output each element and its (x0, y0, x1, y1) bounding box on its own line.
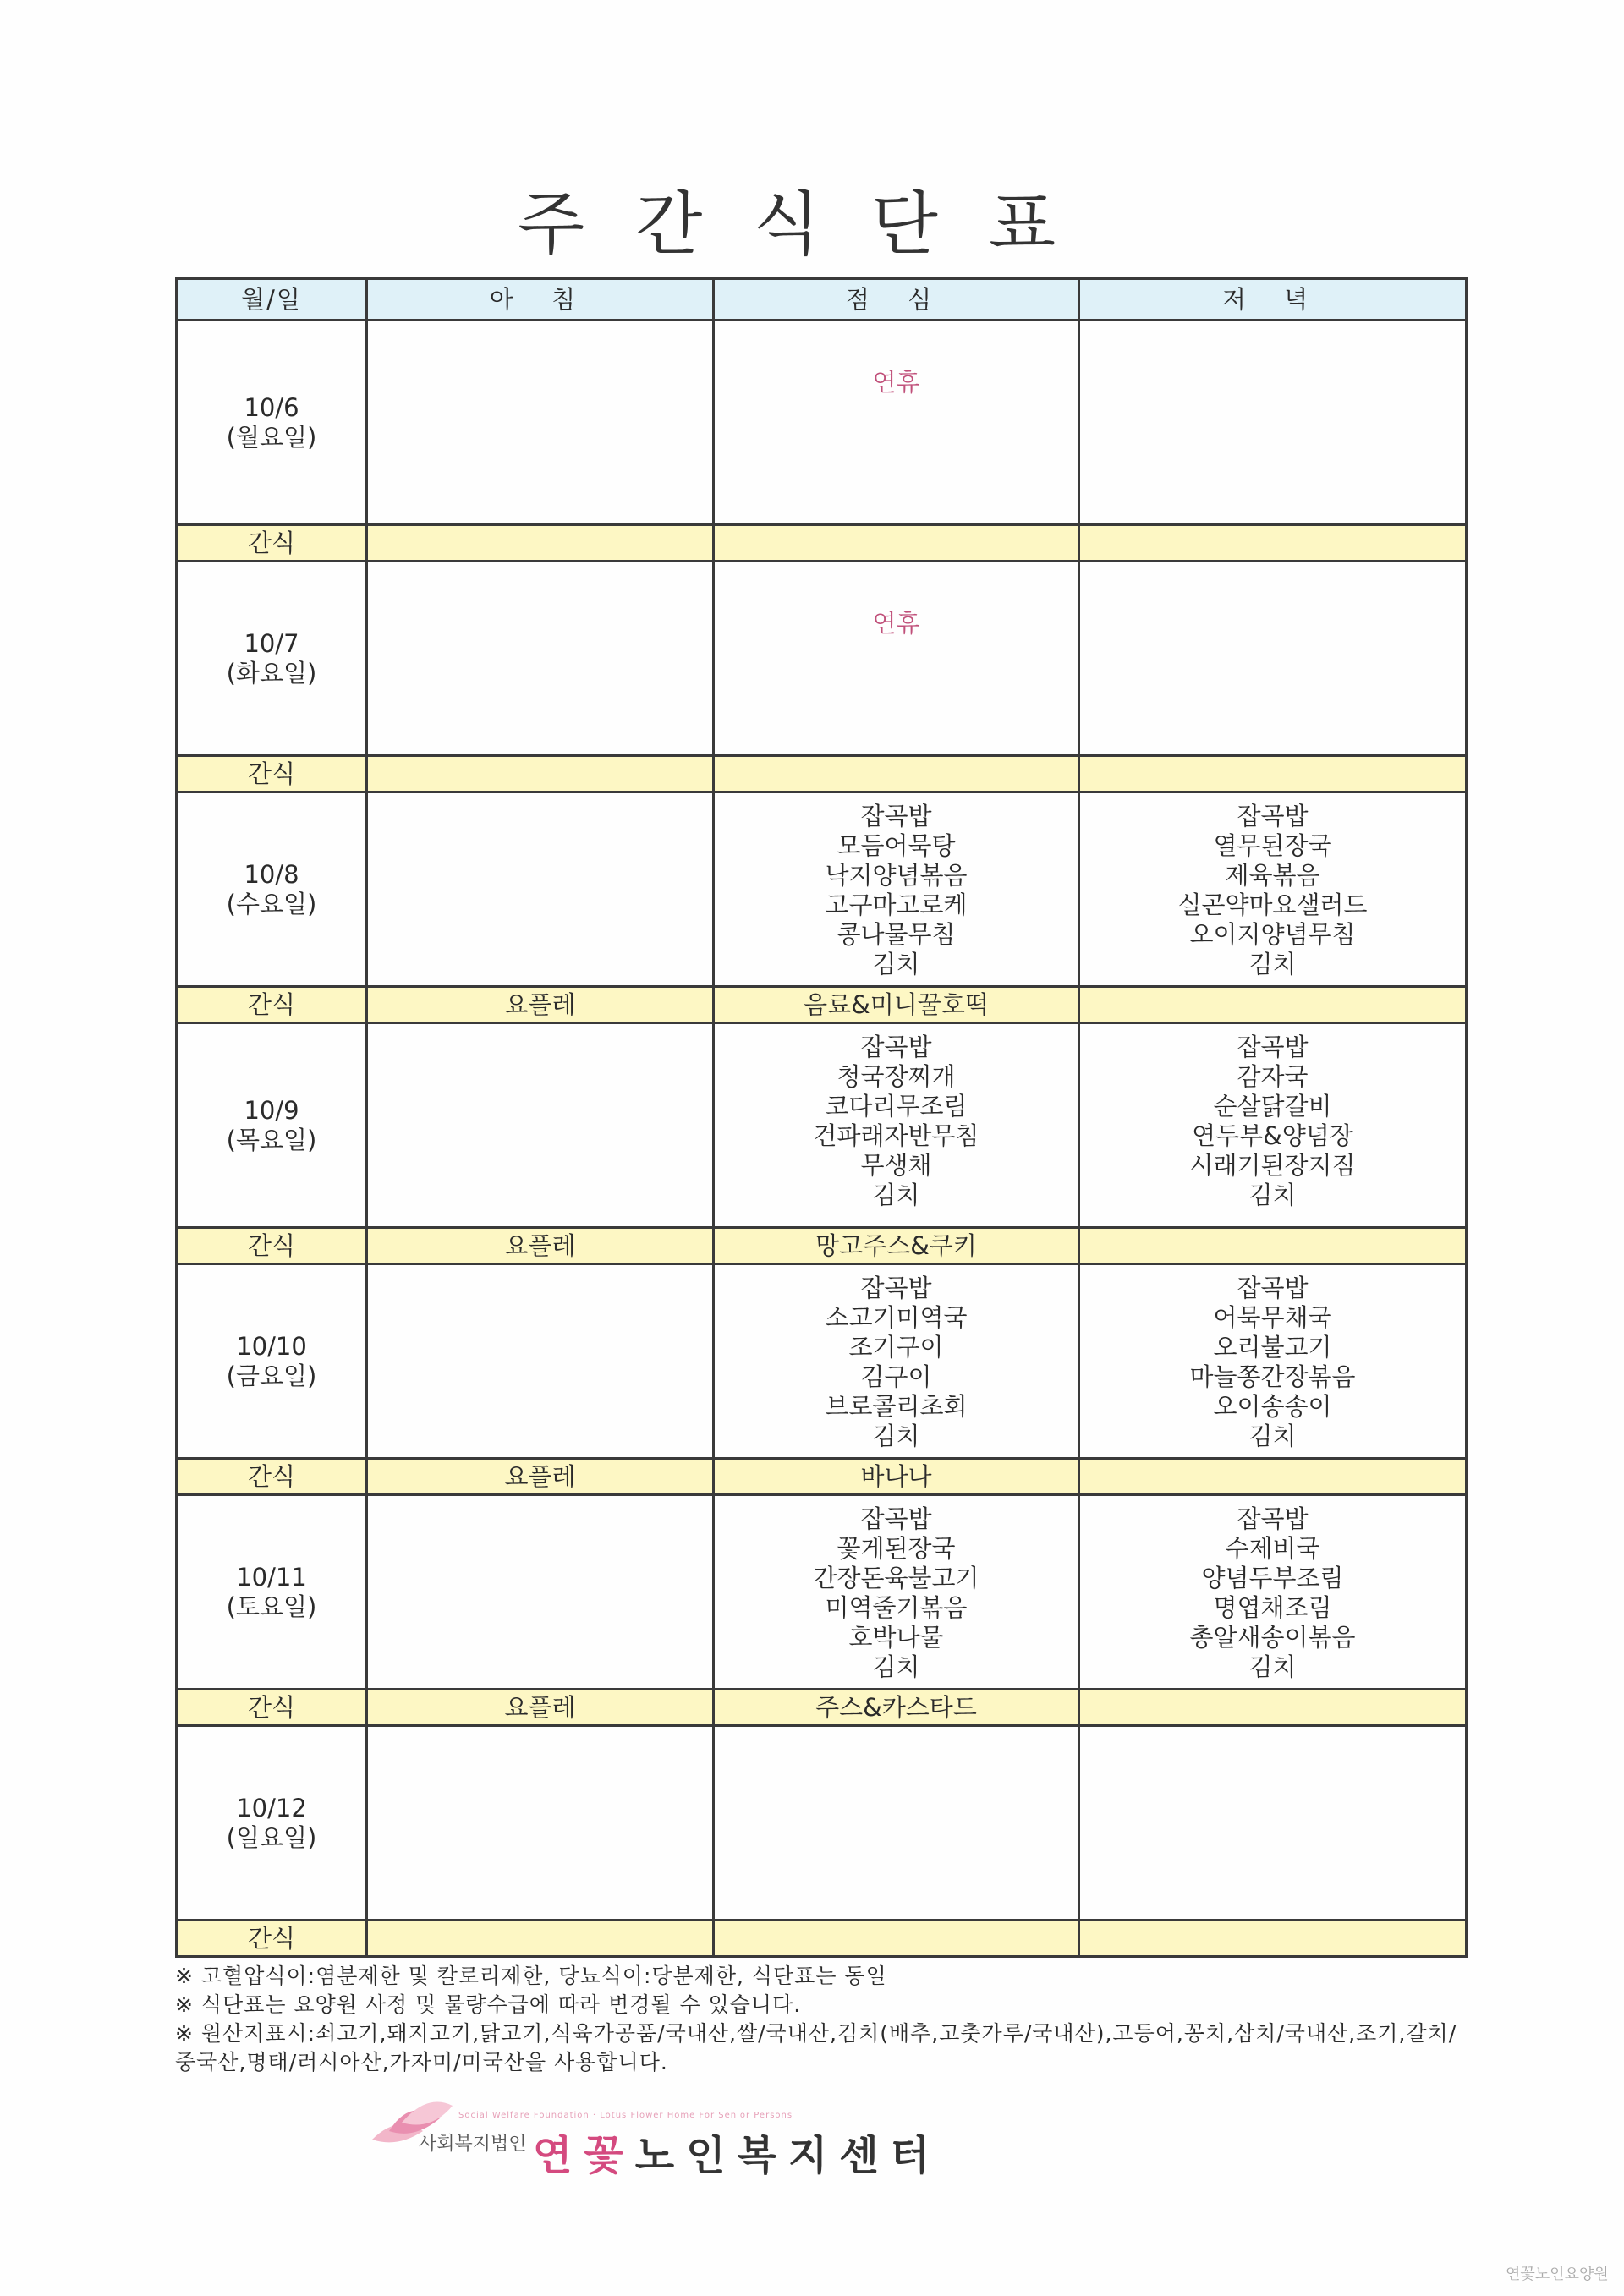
header-dinner: 저 녁 (1079, 279, 1467, 321)
menu-item: 소고기미역국 (825, 1303, 968, 1332)
menu-item: 수제비국 (1225, 1534, 1320, 1563)
snack-breakfast: 요플레 (367, 1228, 714, 1264)
snack-row (177, 756, 1467, 792)
snack-dinner (1079, 1228, 1467, 1264)
lunch-cell (714, 321, 1079, 525)
menu-item: 김구이 (860, 1362, 932, 1391)
snack-dinner (1079, 1921, 1467, 1957)
menu-item: 무생채 (860, 1151, 932, 1180)
breakfast-cell (367, 1023, 714, 1228)
snack-row (177, 1459, 1467, 1495)
snack-label: 간식 (177, 756, 367, 792)
menu-item: 김치 (872, 1652, 920, 1681)
day-cell (177, 792, 367, 987)
menu-item: 잡곡밥 (860, 802, 932, 830)
snack-label: 간식 (177, 525, 367, 562)
menu-item: 꽃게된장국 (837, 1534, 956, 1563)
snack-row (177, 525, 1467, 562)
menu-item: 브로콜리초회 (825, 1392, 968, 1421)
center-name (533, 2123, 941, 2181)
breakfast-cell (367, 1495, 714, 1690)
menu-item: 김치 (1248, 1652, 1297, 1681)
menu-item: 오이지양념무침 (1189, 920, 1356, 949)
menu-item: 호박나물 (848, 1623, 944, 1652)
footer-logo (364, 2080, 1125, 2182)
day-cell (177, 562, 367, 756)
notes (175, 1962, 1469, 2077)
menu-item: 김치 (1248, 1422, 1297, 1450)
day-cell (177, 1264, 367, 1459)
header-lunch: 점 심 (714, 279, 1079, 321)
holiday-label: 연휴 (872, 368, 920, 397)
dinner-cell (1079, 321, 1467, 525)
snack-lunch: 바나나 (714, 1459, 1079, 1495)
snack-label: 간식 (177, 1228, 367, 1264)
lunch-cell (714, 1264, 1079, 1459)
dinner-cell (1079, 1264, 1467, 1459)
snack-label: 간식 (177, 987, 367, 1023)
menu-item: 김치 (872, 1181, 920, 1209)
note-line: ※ 고혈압식이:염분제한 및 칼로리제한, 당뇨식이:당분제한, 식단표는 동일 (175, 1964, 887, 1988)
dinner-cell (1079, 1023, 1467, 1228)
date-label: 10/8 (244, 859, 299, 889)
menu-item: 코다리무조림 (825, 1092, 968, 1121)
dinner-cell (1079, 1495, 1467, 1690)
menu-item: 잡곡밥 (1237, 1504, 1309, 1533)
lunch-cell (714, 1023, 1079, 1228)
snack-lunch (714, 1921, 1079, 1957)
day-row (177, 321, 1467, 525)
menu-item: 시래기된장지짐 (1189, 1151, 1356, 1180)
lunch-cell (714, 1495, 1079, 1690)
day-row (177, 1023, 1467, 1228)
menu-item: 오이송송이 (1213, 1392, 1332, 1421)
breakfast-cell (367, 1264, 714, 1459)
header-day: 월/일 (177, 279, 367, 321)
corporation-type: 사회복지법인 (419, 2134, 527, 2155)
breakfast-cell (367, 321, 714, 525)
snack-row (177, 1921, 1467, 1957)
snack-label: 간식 (177, 1921, 367, 1957)
snack-breakfast (367, 525, 714, 562)
menu-item: 어묵무채국 (1213, 1303, 1332, 1332)
snack-breakfast (367, 756, 714, 792)
center-name-rest: 노인복지센터 (634, 2132, 941, 2179)
dinner-cell (1079, 562, 1467, 756)
menu-item: 감자국 (1237, 1062, 1309, 1091)
snack-breakfast: 요플레 (367, 1690, 714, 1726)
weekday-label: (목요일) (226, 1125, 317, 1154)
menu-item: 김치 (872, 1422, 920, 1450)
date-label: 10/12 (236, 1793, 307, 1822)
foundation-english-name: Social Welfare Foundation · Lotus Flower Home For Senior Persons (458, 2111, 793, 2120)
menu-item: 건파래자반무침 (813, 1121, 979, 1150)
snack-dinner (1079, 987, 1467, 1023)
menu-item: 미역줄기볶음 (825, 1593, 968, 1622)
weekday-label: (수요일) (226, 889, 317, 918)
day-cell (177, 1023, 367, 1228)
day-row (177, 792, 1467, 987)
breakfast-cell (367, 562, 714, 756)
snack-dinner (1079, 756, 1467, 792)
menu-item: 순살닭갈비 (1213, 1092, 1332, 1121)
weekday-label: (화요일) (226, 658, 317, 688)
menu-item: 고구마고로케 (825, 890, 968, 919)
menu-item: 실곤약마요샐러드 (1177, 890, 1368, 919)
menu-item: 오리불고기 (1213, 1333, 1332, 1362)
day-cell (177, 321, 367, 525)
date-label: 10/6 (244, 392, 299, 422)
menu-item: 양념두부조림 (1201, 1564, 1344, 1592)
breakfast-cell (367, 1726, 714, 1921)
snack-lunch (714, 756, 1079, 792)
lunch-cell (714, 562, 1079, 756)
menu-item: 콩나물무침 (837, 920, 956, 949)
lunch-cell (714, 1726, 1079, 1921)
menu-item: 잡곡밥 (1237, 1274, 1309, 1302)
menu-item: 잡곡밥 (1237, 1033, 1309, 1061)
day-row (177, 1726, 1467, 1921)
note-line: ※ 원산지표시:쇠고기,돼지고기,닭고기,식육가공품/국내산,쌀/국내산,김치(배추,고춧가루/국내산),고등어,꽁치,삼치/국내산,조기,갈치/중국산,명태/러시아산,가자미/미국산을 사용합니다. (175, 2021, 1457, 2074)
weekday-label: (일요일) (226, 1822, 317, 1852)
menu-item: 마늘쫑간장볶음 (1189, 1362, 1356, 1391)
weekday-label: (월요일) (226, 422, 317, 452)
corner-logo: 연꽃노인요양원 (1506, 2266, 1609, 2283)
menu-item: 조기구이 (848, 1333, 944, 1362)
menu-item: 열무된장국 (1213, 831, 1332, 860)
snack-breakfast: 요플레 (367, 1459, 714, 1495)
date-label: 10/9 (244, 1095, 299, 1125)
snack-dinner (1079, 1690, 1467, 1726)
snack-label: 간식 (177, 1459, 367, 1495)
page-title: 주간식단표 (517, 184, 1107, 265)
date-label: 10/10 (236, 1331, 307, 1361)
breakfast-cell (367, 792, 714, 987)
snack-row (177, 1228, 1467, 1264)
day-cell (177, 1726, 367, 1921)
menu-item: 잡곡밥 (860, 1504, 932, 1533)
menu-item: 김치 (1248, 1181, 1297, 1209)
snack-lunch (714, 525, 1079, 562)
snack-dinner (1079, 1459, 1467, 1495)
date-label: 10/11 (236, 1562, 307, 1592)
snack-row (177, 987, 1467, 1023)
day-row (177, 1264, 1467, 1459)
snack-breakfast (367, 1921, 714, 1957)
menu-item: 잡곡밥 (1237, 802, 1309, 830)
menu-item: 모듬어묵탕 (837, 831, 956, 860)
menu-item: 연두부&양념장 (1192, 1121, 1353, 1150)
snack-row (177, 1690, 1467, 1726)
note-line: ※ 식단표는 요양원 사정 및 물량수급에 따라 변경될 수 있습니다. (175, 1992, 802, 2017)
snack-lunch: 주스&카스타드 (714, 1690, 1079, 1726)
dinner-cell (1079, 792, 1467, 987)
dinner-cell (1079, 1726, 1467, 1921)
center-name-accent: 연꽃 (533, 2132, 635, 2179)
day-cell (177, 1495, 367, 1690)
menu-item: 잡곡밥 (860, 1274, 932, 1302)
menu-item: 김치 (872, 950, 920, 978)
menu-item: 낙지양념볶음 (825, 861, 968, 890)
menu-item: 잡곡밥 (860, 1033, 932, 1061)
snack-lunch: 음료&미니꿀호떡 (714, 987, 1079, 1023)
weekly-menu-table (175, 277, 1468, 1958)
date-label: 10/7 (244, 628, 299, 658)
header-row (177, 279, 1467, 321)
lunch-cell (714, 792, 1079, 987)
menu-item: 김치 (1248, 950, 1297, 978)
weekday-label: (금요일) (226, 1361, 317, 1390)
menu-item: 간장돈육불고기 (813, 1564, 979, 1592)
snack-dinner (1079, 525, 1467, 562)
snack-lunch: 망고주스&쿠키 (714, 1228, 1079, 1264)
day-row (177, 1495, 1467, 1690)
holiday-label: 연휴 (872, 609, 920, 638)
menu-item: 명엽채조림 (1213, 1593, 1332, 1622)
day-row (177, 562, 1467, 756)
menu-item: 총알새송이볶음 (1189, 1623, 1356, 1652)
snack-breakfast: 요플레 (367, 987, 714, 1023)
weekday-label: (토요일) (226, 1592, 317, 1621)
snack-label: 간식 (177, 1690, 367, 1726)
menu-item: 청국장찌개 (837, 1062, 956, 1091)
header-breakfast: 아 침 (367, 279, 714, 321)
menu-item: 제육볶음 (1225, 861, 1320, 890)
